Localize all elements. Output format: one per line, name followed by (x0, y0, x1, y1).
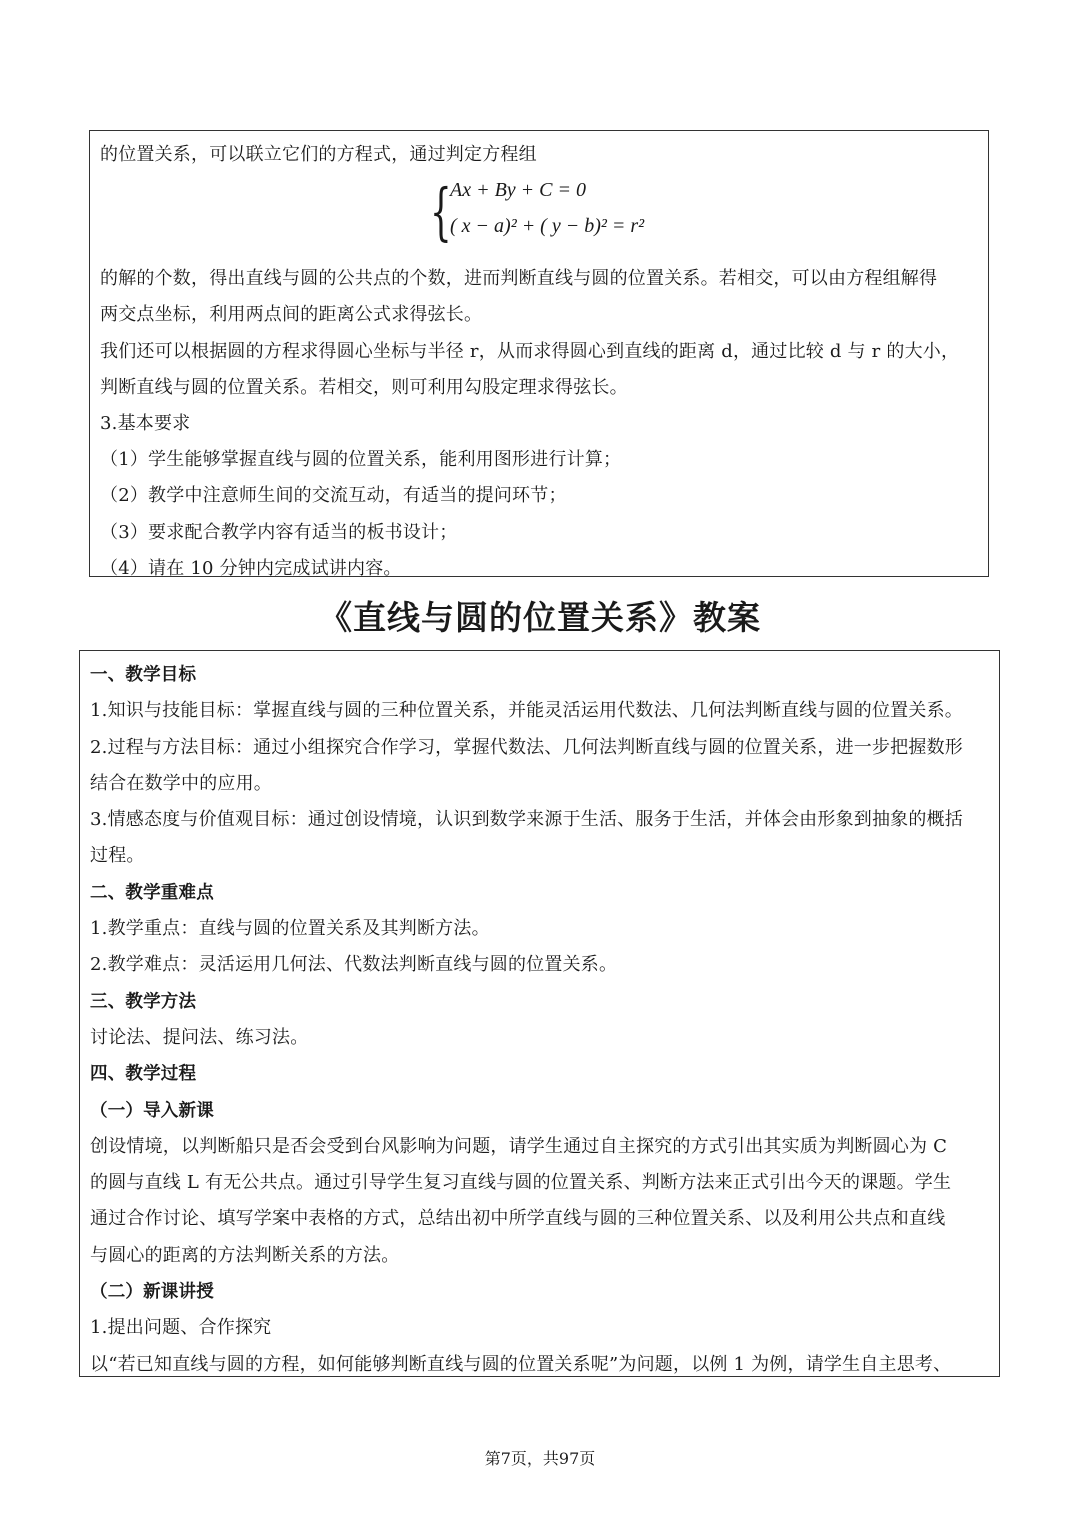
process-text: 与圆心的距离的方法判断关系的方法。 (90, 1244, 400, 1266)
section-heading: 四、教学过程 (90, 1064, 197, 1085)
process-text: 以“若已知直线与圆的方程，如何能够判断直线与圆的位置关系呢”为问题，以例 1 为例，请学生自主思考、 (90, 1353, 952, 1375)
methods-text: 讨论法、提问法、练习法。 (90, 1026, 309, 1048)
section-heading: 三、教学方法 (90, 991, 197, 1012)
goal-text: 结合在数学中的应用。 (90, 772, 272, 794)
goal-text: 1.知识与技能目标：掌握直线与圆的三种位置关系，并能灵活运用代数法、几何法判断直线与圆的位置关系。 (90, 700, 963, 722)
key-point-text: 1.教学重点：直线与圆的位置关系及其判断方法。 (90, 918, 490, 940)
requirement-item: （1）学生能够掌握直线与圆的位置关系，能利用图形进行计算； (100, 449, 622, 471)
paragraph-line: 判断直线与圆的位置关系。若相交，则可利用勾股定理求得弦长。 (100, 376, 628, 398)
requirements-box (89, 130, 989, 577)
process-text: 通过合作讨论、填写学案中表格的方式，总结出初中所学直线与圆的三种位置关系、以及利用公共点和直线 (90, 1208, 946, 1230)
paragraph-line: 我们还可以根据圆的方程求得圆心坐标与半径 r，从而求得圆心到直线的距离 d，通过比较 d 与 r 的大小， (100, 340, 960, 362)
equation-system (100, 173, 978, 261)
subsection-heading: （二）新课讲授 (90, 1282, 214, 1303)
goal-text: 过程。 (90, 845, 145, 867)
requirement-item: （4）请在 10 分钟内完成试讲内容。 (100, 557, 402, 579)
process-text: 创设情境，以判断船只是否会受到台风影响为问题，请学生通过自主探究的方式引出其实质为判断圆心为 C (90, 1135, 948, 1157)
page-title: 《直线与圆的位置关系》教案 (319, 598, 761, 637)
page-number: 第7页，共97页 (484, 1449, 596, 1468)
process-text: 1.提出问题、合作探究 (90, 1317, 272, 1339)
brace-symbol: { (430, 175, 452, 249)
section-heading: 一、教学目标 (90, 665, 197, 685)
lesson-plan-box (79, 650, 1000, 1377)
requirement-item: （2）教学中注意师生间的交流互动，有适当的提问环节； (100, 485, 567, 507)
section-heading: 二、教学重难点 (90, 882, 214, 903)
goal-text: 3.情感态度与价值观目标：通过创设情境，认识到数学来源于生活、服务于生活，并体会由形象到抽象的概括 (90, 809, 963, 831)
key-point-text: 2.教学难点：灵活运用几何法、代数法判断直线与圆的位置关系。 (90, 954, 618, 976)
requirement-item: （3）要求配合教学内容有适当的板书设计； (100, 521, 458, 543)
paragraph-line: 两交点坐标，利用两点间的距离公式求得弦长。 (100, 304, 483, 326)
paragraph-line: 的解的个数，得出直线与圆的公共点的个数，进而判断直线与圆的位置关系。若相交，可以由方程组解得 (100, 268, 938, 290)
subsection-heading: （一）导入新课 (90, 1100, 214, 1121)
requirements-title: 3.基本要求 (100, 413, 191, 435)
equation-line-2: ( x − a)² + ( y − b)² = r² (450, 215, 645, 238)
goal-text: 2.过程与方法目标：通过小组探究合作学习，掌握代数法、几何法判断直线与圆的位置关系，进一步把握数形 (90, 736, 963, 758)
intro-text: 的位置关系，可以联立它们的方程式，通过判定方程组 (100, 144, 537, 165)
equation-line-1: Ax + By + C = 0 (450, 179, 587, 202)
process-text: 的圆与直线 L 有无公共点。通过引导学生复习直线与圆的位置关系、判断方法来正式引出今天的课题。学生 (90, 1172, 952, 1194)
